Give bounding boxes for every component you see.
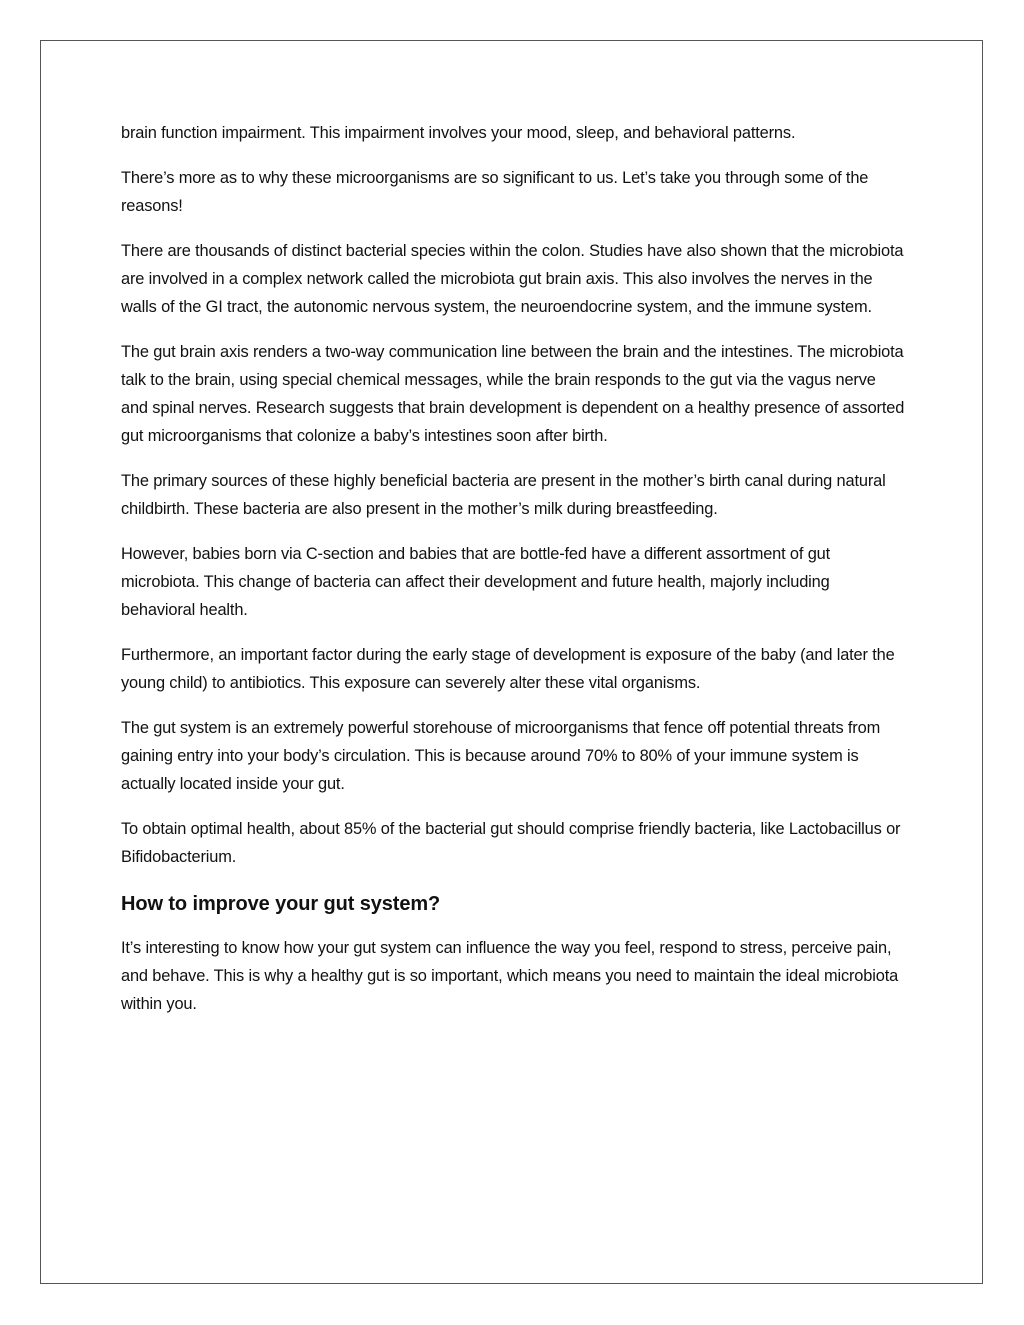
paragraph-antibiotics: Furthermore, an important factor during the early stage of development is exposure of the baby (and later the young child) to antibiotics. This exposure can severely alter these vital organisms. [121,646,895,692]
paragraph-gut-brain-axis: The gut brain axis renders a two-way communication line between the brain and the intestines. The microbiota talk to the brain, using special chemical messages, while the brain responds to the gut via the vagus nerve and spinal nerves. Research suggests that brain development is dependent on a healthy presence of assorted gut microorganisms that colonize a baby’s intestines soon after birth. [121,343,905,445]
paragraph-bacterial-species: There are thousands of distinct bacterial species within the colon. Studies have also shown that the microbiota are involved in a complex network called the microbiota gut brain axis. This also involves the nerves in the walls of the GI tract, the autonomic nervous system, the neuroendocrine system, and the immune system. [121,242,904,316]
document-body [121,119,906,1035]
paragraph-more-reasons: There’s more as to why these microorganisms are so significant to us. Let’s take you through some of the reasons! [121,169,869,215]
paragraph-immune-system: The gut system is an extremely powerful storehouse of microorganisms that fence off potential threats from gaining entry into your body’s circulation. This is because around 70% to 80% of your immune system is actually located inside your gut. [121,719,881,793]
paragraph-optimal-health: To obtain optimal health, about 85% of the bacterial gut should comprise friendly bacteria, like Lactobacillus or Bifidobacterium. [121,820,901,866]
section-heading: How to improve your gut system? [121,893,441,915]
paragraph-gut-influence: It’s interesting to know how your gut system can influence the way you feel, respond to stress, perceive pain, and behave. This is why a healthy gut is so important, which means you need to maintain the ideal microbiota within you. [121,939,899,1013]
paragraph-c-section: However, babies born via C-section and babies that are bottle-fed have a different assortment of gut microbiota. This change of bacteria can affect their development and future health, majorly including behavioral health. [121,545,831,619]
paragraph-primary-sources: The primary sources of these highly beneficial bacteria are present in the mother’s birth canal during natural childbirth. These bacteria are also present in the mother’s milk during breastfeeding. [121,472,886,518]
paragraph-brain-function: brain function impairment. This impairment involves your mood, sleep, and behavioral patterns. [121,124,796,142]
